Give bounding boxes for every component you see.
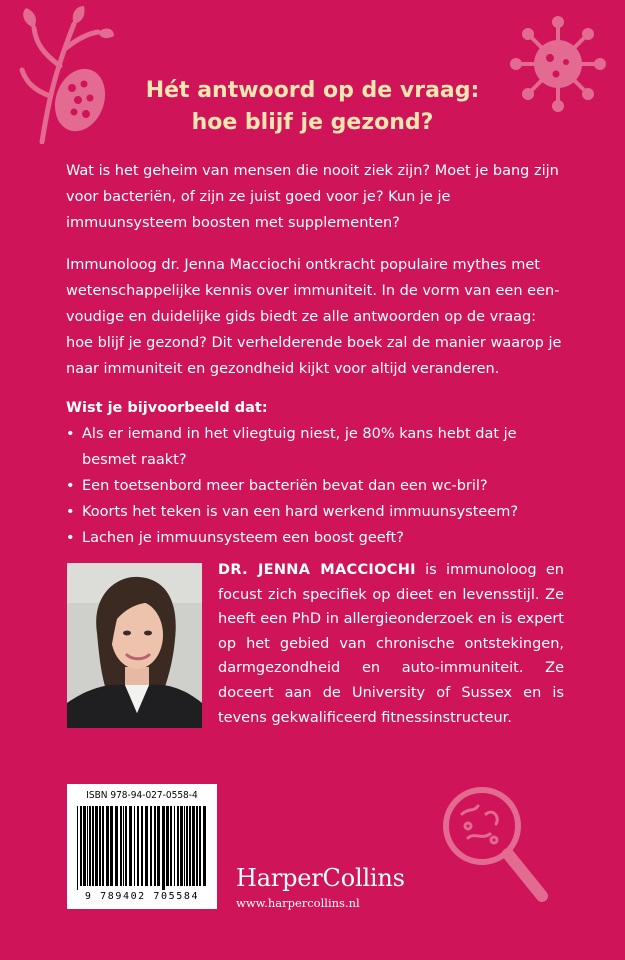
- barcode-bar: [196, 806, 198, 886]
- isbn-label: ISBN 978-94-027-0558-4: [86, 790, 198, 801]
- barcode-bar: [92, 806, 94, 886]
- barcode-bar: [145, 806, 148, 886]
- barcode-bar: [141, 806, 143, 886]
- barcode-bar: [120, 806, 122, 886]
- barcode-bar: [87, 806, 88, 886]
- author-photo: [67, 563, 202, 728]
- barcode-bar: [106, 806, 109, 886]
- barcode-box: [67, 784, 217, 909]
- author-name: DR. JENNA MACCIOCHI: [218, 562, 416, 578]
- barcode-bar: [180, 806, 183, 886]
- barcode-bar: [115, 806, 118, 886]
- author-bio-text: is immunoloog en focust zich specifiek op dieet en levensstijl. Ze heeft een PhD in allergieonderzoek en is expert op het gebied van chronische ontstekingen, darmgezondheid en auto-immuniteit. Ze doceert aan de University of Sussex en is tevens gekwalificeerd fitnessinstructeur.: [218, 562, 564, 726]
- barcode-bar: [95, 806, 98, 886]
- fact-item: • Een toetsenbord meer bacteriën bevat dan een wc-bril?: [66, 473, 564, 499]
- barcode-bar: [77, 806, 78, 890]
- barcode-bar: [137, 806, 139, 886]
- barcode: [75, 806, 209, 890]
- barcode-bar: [99, 806, 101, 886]
- barcode-bar: [166, 806, 169, 886]
- author-bio: [218, 558, 564, 730]
- barcode-bar: [177, 806, 179, 886]
- barcode-bar: [110, 806, 113, 886]
- facts-list: [66, 421, 564, 551]
- fact-item: • Lachen je immuunsysteem een boost geeft?: [66, 525, 564, 551]
- barcode-bar: [170, 806, 172, 886]
- barcode-bar: [184, 806, 185, 886]
- fact-item: • Koorts het teken is van een hard werkend immuunsysteem?: [66, 499, 564, 525]
- publisher-url[interactable]: www.harpercollins.nl: [236, 896, 360, 910]
- barcode-bar: [162, 806, 165, 890]
- barcode-bar: [125, 806, 127, 886]
- barcode-bar: [129, 806, 132, 886]
- barcode-bar: [199, 806, 201, 886]
- fact-item: • Als er iemand in het vliegtuig niest, je 80% kans hebt dat je besmet raakt?: [66, 421, 564, 473]
- barcode-bar: [174, 806, 175, 886]
- barcode-bar: [89, 806, 91, 886]
- barcode-bar: [157, 806, 160, 886]
- barcode-bar: [189, 806, 191, 886]
- headline-line-1: Hét antwoord op de vraag:: [145, 78, 480, 103]
- barcode-bar: [186, 806, 188, 886]
- magnifier-bacteria-icon: [438, 778, 548, 918]
- barcode-bar: [192, 806, 195, 886]
- barcode-bar: [150, 806, 152, 886]
- barcode-bar: [102, 806, 104, 886]
- description-paragraph: Immunoloog dr. Jenna Macciochi ontkracht populaire mythes met wetenschappelijke kennis over immuniteit. In de vorm van een eenvoudige en duidelijke gids biedt ze alle antwoorden op de vraag: hoe blijf je gezond? Dit verhelderende boek zal de manier waarop je naar immuniteit en gezondheid kijkt voor altijd veranderen.: [66, 257, 562, 377]
- barcode-bar: [123, 806, 124, 886]
- barcode-bar: [83, 806, 86, 886]
- barcode-bar: [80, 806, 82, 886]
- barcode-bar: [154, 806, 156, 886]
- headline: [0, 75, 625, 139]
- headline-line-2: hoe blijf je gezond?: [191, 110, 434, 135]
- barcode-bar: [203, 806, 206, 886]
- publisher-logo: HarperCollins: [236, 864, 405, 892]
- intro-paragraph: Wat is het geheim van mensen die nooit ziek zijn? Moet je bang zijn voor bacteriën, of zijn ze juist goed voor je? Kun je je immuunsysteem boosten met supplementen?: [66, 163, 559, 231]
- facts-heading: Wist je bijvoorbeeld dat:: [66, 400, 268, 416]
- barcode-digits: 9 789402 705584: [84, 891, 200, 902]
- barcode-bar: [134, 806, 135, 886]
